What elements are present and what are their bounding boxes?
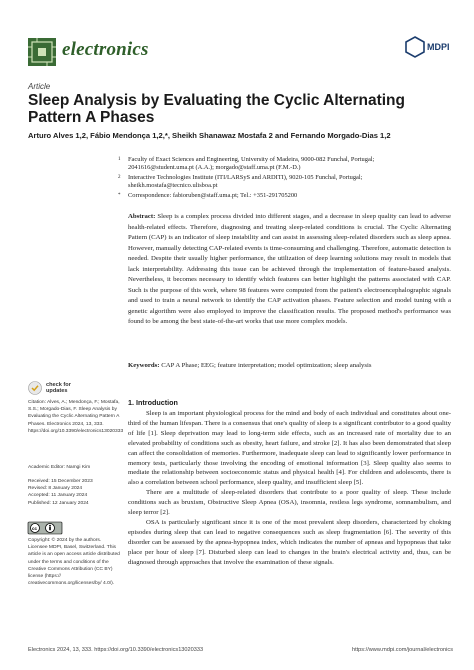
accepted-date: Accepted: 11 January 2024	[28, 493, 88, 499]
journal-name: electronics	[62, 39, 149, 60]
check-for-updates-button[interactable]	[28, 381, 71, 395]
license-block	[28, 537, 120, 587]
revised-date: Revised: 8 January 2024	[28, 486, 83, 492]
affiliation-number: 1	[118, 157, 121, 162]
affiliation-emails[interactable]: sheikh.mostafa@tecnico.ulisboa.pt	[128, 182, 218, 190]
intro-paragraph-1: Sleep is an important physiological process for the mind and body of each individual and constitutes about one-third of the human lifespan. There is a consensus that one's quality of sleep is a significant contributor to a good quality of life [1]. Sleep deprivation may lead to long-term side effects, such as an increased rate of mortality due to an elevated probability of conditions such as obesity, heart failure, and stroke [2]. It has also been demonstrated that sleep can affect the consolidation of memories. Furthermore, inadequate sleep can lead to significantly lower performance in memory tests, particularly those involving the encoding of emotional information [3]. Sleep quality also seems to mediate the relationship between socioeconomic status and physical health [4]. For children and adolescents, there is also a correlation between school performance, sleep quality, and insufficient sleep [5].	[128, 410, 451, 487]
license-text: Copyright: © 2024 by the authors. Licensee MDPI, Basel, Switzerland. This article is an open access article distributed under the terms and conditions of the Creative Commons Attribution (CC BY) license (https:// creativecommons.org/licenses/by/ 4.0/).	[28, 538, 120, 587]
affiliation-emails[interactable]: 2041616@student.uma.pt (A.A.); morgado@staff.uma.pt (F.M.-D.)	[128, 164, 301, 172]
author-list	[28, 131, 448, 140]
authors-text: Arturo Alves 1,2, Fábio Mendonça 1,2,*, Sheikh Shanawaz Mostafa 2 and Fernando Morgado-Dias 1,2	[28, 131, 391, 140]
section-heading: 1. Introduction	[128, 398, 178, 407]
publisher-name: MDPI	[427, 42, 450, 52]
keywords-label: Keywords:	[128, 362, 160, 369]
intro-paragraph-2: There are a multitude of sleep-related disorders that contribute to a poor quality of sleep. These include conditions such as bruxism, Obstructive Sleep Apnea (OSA), insomnia, restless legs syndrome, somnambulism, and sleep terror [2].	[128, 489, 451, 517]
footer-citation[interactable]: Electronics 2024, 13, 333. https://doi.org/10.3390/electronics13020333	[28, 647, 204, 653]
journal-logo-icon	[28, 38, 56, 66]
affiliation-number: 2	[118, 175, 121, 180]
check-label: check for	[46, 381, 71, 388]
keywords	[128, 361, 451, 371]
intro-paragraph-3: OSA is particularly significant since it is one of the most prevalent sleep disorders, characterized by choking episodes during sleep that can lead to negative consequences such as sleep fragmentation [6]. The severity of this disorder can be assessed by the apnea-hypopnea index, which indicates the number of apneas and hypopneas that take place per hour of sleep [7]. Disturbed sleep can lead to changes in the brain's electrical activity and, thus, can be diagnosed through approaches that involve the examination of these signals.	[128, 518, 451, 566]
article-title: Sleep Analysis by Evaluating the Cyclic Alternating Pattern A Phases	[28, 92, 405, 126]
received-date: Received: 15 December 2023	[28, 479, 93, 484]
keywords-text: CAP A Phase; EEG; feature interpretation; model optimization; sleep analysis	[161, 362, 372, 369]
abstract	[128, 212, 451, 328]
svg-text:cc: cc	[32, 526, 38, 531]
updates-label: updates	[46, 388, 68, 394]
affiliation-line: Interactive Technologies Institute (ITI/LARSyS and ARDITI), 9020-105 Funchal, Portugal;	[128, 174, 363, 181]
affiliation-1	[118, 156, 458, 172]
check-for-updates-icon	[28, 381, 42, 395]
publisher-logo	[404, 36, 450, 63]
correspondence-marker: *	[118, 193, 121, 198]
affiliation-2	[118, 174, 458, 190]
citation-text: Citation: Alves, A.; Mendonça, F.; Mostafa, S.S.; Morgado-Dias, F. Sleep Analysis by Evaluating the Cyclic Alternating Pattern A Phases. Electronics 2024, 13, 333. https://doi.org/10.3390/electronics13020333	[28, 400, 124, 434]
published-date: Published: 12 January 2024	[28, 500, 89, 506]
dates-block	[28, 478, 120, 507]
article-type: Article	[28, 82, 51, 91]
footer-journal-url[interactable]: https://www.mdpi.com/journal/electronics	[351, 647, 453, 653]
correspondence-line[interactable]: Correspondence: fabioruben@staff.uma.pt; Tel.: +351-291705200	[128, 192, 298, 199]
affiliation-line: Faculty of Exact Sciences and Engineering, University of Madeira, 9000-082 Funchal, Portugal;	[128, 156, 375, 163]
page-footer	[28, 647, 453, 653]
abstract-text: Sleep is a complex process divided into different stages, and a decrease in sleep quality can lead to adverse health-related effects. Therefore, diagnosing and treating sleep-related conditions is crucial. The Cyclic Alternating Pattern (CAP) is an indicator of sleep instability and can assist in assessing sleep-related disorders such as sleep apnea. However, manually detecting CAP-related events is time-consuming and challenging. Therefore, automatic detection is needed. Despite their usually higher performance, the utilization of deep learning solutions may result in models that lack interpretability. Addressing this issue can be achieved through the implementation of feature-based analysis. Nevertheless, it becomes necessary to identify which features can better highlight the patterns associated with CAP. Such is the purpose of this work, where 98 features were computed from the patient's electroencephalographic signals and used to train a neural network to identify the CAP activation phases. Feature selection and model tuning with a genetic algorithm were also employed to improve the classification results. The proposed method's performance was found to be among the best state-of-the-art works that use more complex models.	[128, 213, 451, 325]
abstract-label: Abstract:	[128, 213, 156, 220]
introduction-body	[128, 409, 451, 568]
academic-editor: Academic Editor: Namgi Kim	[28, 465, 91, 470]
citation-block	[28, 399, 124, 435]
correspondence	[118, 192, 458, 200]
